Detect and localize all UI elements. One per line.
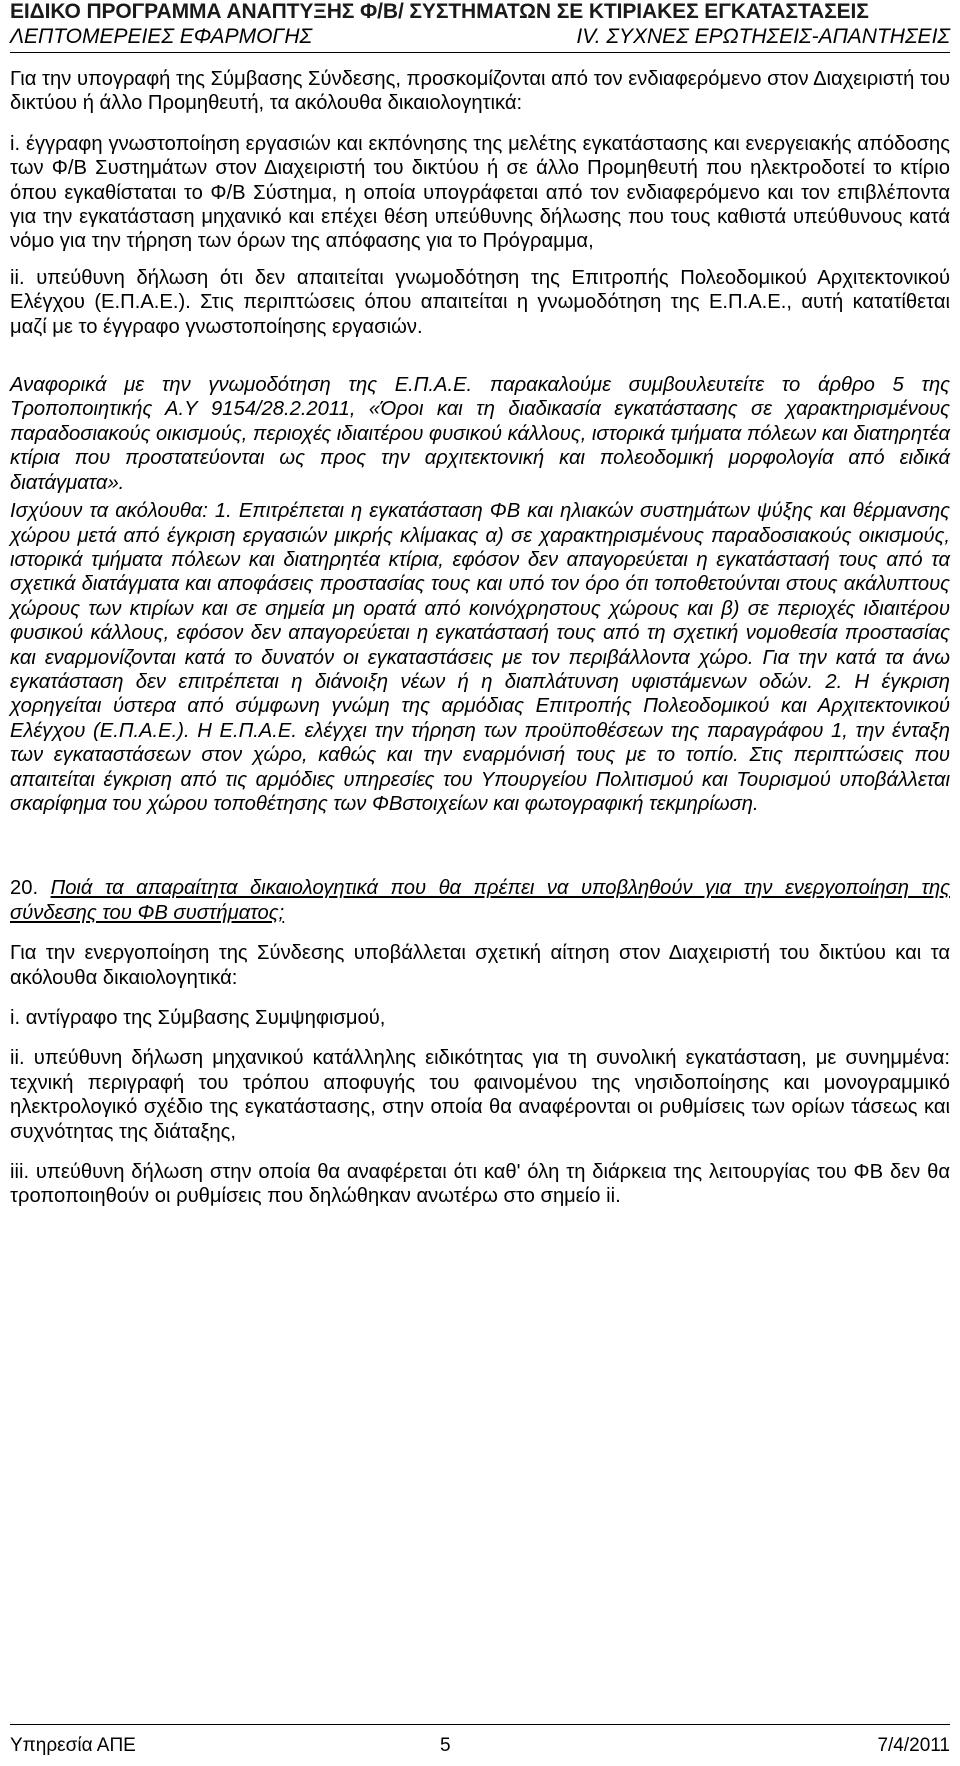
item-i-paragraph: i. έγγραφη γνωστοποίηση εργασιών και εκπόνησης της μελέτης εγκατάστασης και ενεργειακής απόδοσης των Φ/Β Συστημάτων στον Διαχειριστή του δικτύου ή σε άλλο Προμηθευτή που ηλεκτροδοτεί το κτίριο όπου εγκαθίσταται το Φ/Β Σύστημα, η οποία υπογράφεται από τον ενδιαφερόμενο και τον επιβλέποντα για την εγκατάσταση μηχανικό και επέχει θέση υπεύθυνης δήλωσης που τους καθιστά υπεύθυνους κατά νόμο για την τήρηση των όρων της απόφασης για το Πρόγραμμα, xyxy=(10,132,950,253)
rules-paragraph: Ισχύουν τα ακόλουθα: 1. Επιτρέπεται η εγκατάσταση ΦΒ και ηλιακών συστημάτων ψύξης και θέρμανσης χώρου μετά από έγκριση εργασιών μικρής κλίμακας α) σε χαρακτηρισμένους παραδοσιακούς οικισμούς, ιστορικά τμήματα πόλεων και διατηρητέα κτίρια, εφόσον δεν απαγορεύεται η εγκατάστασή τους από τα σχετικά διατάγματα και αποφάσεις προστασίας τους και υπό τον όρο ότι τοποθετούνται στους ακάλυπτους χώρους των κτιρίων και σε σημεία μη ορατά από κοινόχρηστους χώρους και β) σε περιοχές ιδιαιτέρου φυσικού κάλλους, εφόσον δεν απαγορεύεται η εγκατάστασή τους από τη σχετική νομοθεσία προστασίας και εναρμονίζονται κατά το δυνατόν οι εγκαταστάσεις με τον περιβάλλοντα χώρο. Για την κατά τα άνω εγκατάσταση δεν επιτρέπεται η διάνοιξη νέων ή η διαπλάτυνση υφιστάμενων οδών. 2. Η έγκριση χορηγείται ύστερα από σύμφωνη γνώμη της αρμόδιας Επιτροπής Πολεοδομικού και Αρχιτεκτονικού Ελέγχου (Ε.Π.Α.Ε.). Η Ε.Π.Α.Ε. ελέγχει την τήρηση των προϋποθέσεων της παραγράφου 1, την ένταξη των εγκαταστάσεων στον χώρο, καθώς και την εναρμόνισή τους με το τοπίο. Στις περιπτώσεις που απαιτείται έγκριση από τις αρμόδιες υπηρεσίες του Υπουργείου Πολιτισμού και Τουρισμού υποβάλλεται σκαρίφημα του χώρου τοποθέτησης των ΦΒστοιχείων και φωτογραφική τεκμηρίωση. xyxy=(10,500,950,815)
page-footer xyxy=(10,1724,950,1756)
question-number: 20. xyxy=(10,877,39,900)
question-text: Ποιά τα απαραίτητα δικαιολογητικά που θα πρέπει να υποβληθούν για την ενεργοποίηση της σύνδεσης του ΦΒ συστήματος; xyxy=(10,877,950,924)
answer-item-ii: ii. υπεύθυνη δήλωση μηχανικού κατάλληλης ειδικότητας για τη συνολική εγκατάσταση, με συνημμένα: τεχνική περιγραφή του τρόπου αποφυγής του φαινομένου της νησιδοποίησης και μονογραμμικό ηλεκτρολογικό σχέδιο της εγκατάστασης, στην οποία θα αναφέρονται οι ρυθμίσεις των ορίων τάσεως και συχνότητας της διάταξης, xyxy=(10,1047,950,1143)
footer-service: Υπηρεσία ΑΠΕ xyxy=(10,1735,136,1756)
item-ii-paragraph: ii. υπεύθυνη δήλωση ότι δεν απαιτείται γνωμοδότηση της Επιτροπής Πολεοδομικού Αρχιτεκτονικού Ελέγχου (Ε.Π.Α.Ε.). Στις περιπτώσεις όπου απαιτείται η γνωμοδότηση της Ε.Π.Α.Ε., αυτή κατατίθεται μαζί με το έγγραφο γνωστοποίησης εργασιών. xyxy=(10,266,950,338)
footer-date: 7/4/2011 xyxy=(877,1735,950,1756)
answer-intro: Για την ενεργοποίηση της Σύνδεσης υποβάλλεται σχετική αίτηση στον Διαχειριστή του δικτύου και τα ακόλουθα δικαιολογητικά: xyxy=(10,942,950,989)
answer-item-iii: iii. υπεύθυνη δήλωση στην οποία θα αναφέρεται ότι καθ' όλη τη διάρκεια της λειτουργίας του ΦΒ δεν θα τροποποιηθούν οι ρυθμίσεις που δηλώθηκαν ανωτέρω στο σημείο ii. xyxy=(10,1161,950,1208)
header-subtitle-right: IV. ΣΥΧΝΕΣ ΕΡΩΤΗΣΕΙΣ-ΑΠΑΝΤΗΣΕΙΣ xyxy=(576,25,950,48)
header-rule xyxy=(10,52,950,53)
footer-page-number: 5 xyxy=(440,1735,451,1756)
header-subtitle-row xyxy=(10,25,950,49)
document-body xyxy=(10,67,950,1209)
header-title: ΕΙΔΙΚΟ ΠΡΟΓΡΑΜΜΑ ΑΝΑΠΤΥΞΗΣ Φ/Β/ ΣΥΣΤΗΜΑΤΩΝ ΣΕ ΚΤΙΡΙΑΚΕΣ ΕΓΚΑΤΑΣΤΑΣΕΙΣ xyxy=(10,0,869,23)
header-subtitle-left: ΛΕΠΤΟΜΕΡΕΙΕΣ ΕΦΑΡΜΟΓΗΣ xyxy=(10,25,313,48)
question-20 xyxy=(10,876,950,925)
intro-paragraph: Για την υπογραφή της Σύμβασης Σύνδεσης, προσκομίζονται από τον ενδιαφερόμενο στον Διαχειριστή του δικτύου ή άλλο Προμηθευτή, τα ακόλουθα δικαιολογητικά: xyxy=(10,68,950,115)
epae-paragraph: Αναφορικά με την γνωμοδότηση της Ε.Π.Α.Ε. παρακαλούμε συμβουλευτείτε το άρθρο 5 της Τροποποιητικής Α.Υ 9154/28.2.2011, «Όροι και τη διαδικασία εγκατάστασης σε χαρακτηρισμένους παραδοσιακούς οικισμούς, περιοχές ιδιαιτέρου φυσικού κάλλους, ιστορικά τμήματα πόλεων και διατηρητέα κτίρια που προστατεύονται ως προς την αρχιτεκτονική και πολεοδομική μορφολογία από ειδικά διατάγματα». xyxy=(10,374,950,494)
answer-item-i: i. αντίγραφο της Σύμβασης Συμψηφισμού, xyxy=(10,1007,386,1029)
